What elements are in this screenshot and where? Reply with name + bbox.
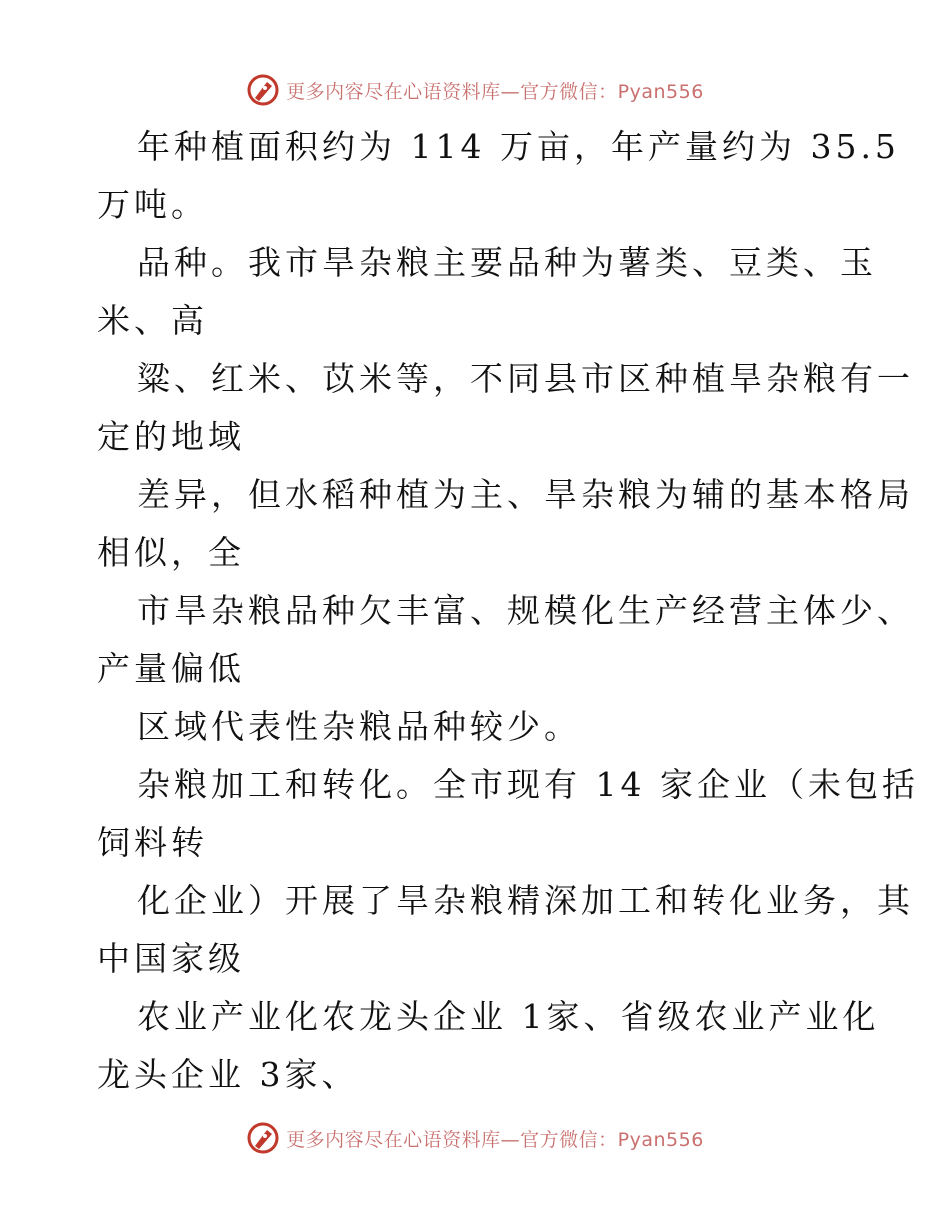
document-body — [97, 118, 919, 1104]
pen-nib-logo-icon — [246, 73, 280, 107]
text-line: 万吨。 — [97, 185, 208, 224]
footer-banner — [0, 1118, 950, 1158]
text-line: 差异，但水稻种植为主、旱杂粮为辅的基本格局 — [137, 475, 914, 514]
pen-nib-logo-icon — [246, 1121, 280, 1155]
text-line: 产量偏低 — [97, 649, 245, 688]
text-line: 品种。我市旱杂粮主要品种为薯类、豆类、玉 — [137, 243, 877, 282]
text-line: 农业产业化农龙头企业 1家、省级农业产业化 — [137, 997, 880, 1036]
text-line: 区域代表性杂粮品种较少。 — [137, 707, 581, 746]
text-line: 龙头企业 3家、 — [97, 1055, 359, 1094]
text-line: 中国家级 — [97, 939, 245, 978]
text-line: 年种植面积约为 114 万亩，年产量约为 35.5 — [137, 127, 900, 166]
header-banner — [0, 70, 950, 110]
footer-banner-text: 更多内容尽在心语资料库—官方微信：Pyan556 — [286, 1128, 704, 1151]
text-line: 化企业）开展了旱杂粮精深加工和转化业务，其 — [137, 881, 914, 920]
text-line: 饲料转 — [97, 823, 208, 862]
text-line: 粱、红米、苡米等，不同县市区种植旱杂粮有一 — [137, 359, 914, 398]
header-banner-text: 更多内容尽在心语资料库—官方微信：Pyan556 — [286, 80, 704, 103]
text-line: 相似，全 — [97, 533, 245, 572]
text-line: 杂粮加工和转化。全市现有 14 家企业（未包括 — [137, 765, 919, 804]
text-line: 定的地域 — [97, 417, 245, 456]
text-line: 市旱杂粮品种欠丰富、规模化生产经营主体少、 — [137, 591, 914, 630]
text-line: 米、高 — [97, 301, 208, 340]
